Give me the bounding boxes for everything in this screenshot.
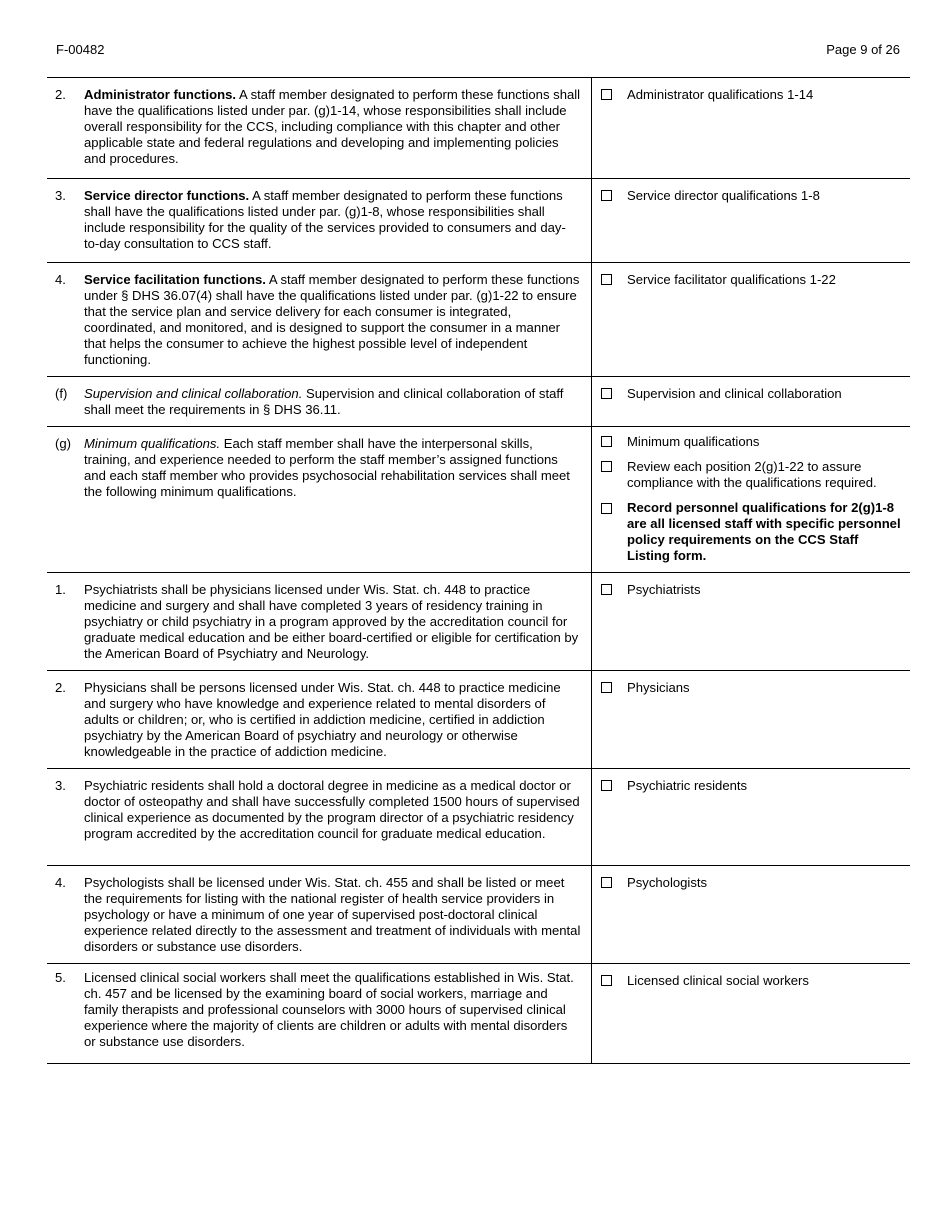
checkbox[interactable] xyxy=(601,584,612,595)
table-row xyxy=(47,179,910,263)
checkbox-label: Psychiatrists xyxy=(627,582,701,597)
checkbox[interactable] xyxy=(601,682,612,693)
table-row xyxy=(47,769,910,866)
checkbox[interactable] xyxy=(601,780,612,791)
checklist-cell xyxy=(592,427,911,573)
checkbox-label: Minimum qualifications xyxy=(627,434,760,449)
item-heading: Minimum qualifications. xyxy=(84,436,221,451)
table-row xyxy=(47,964,910,1064)
checklist-cell xyxy=(592,671,911,769)
checkbox-label: Service facilitator qualifications 1-22 xyxy=(627,272,836,287)
checkbox[interactable] xyxy=(601,461,612,472)
item-number: (f) xyxy=(55,386,68,401)
requirement-cell xyxy=(47,78,592,179)
checkbox[interactable] xyxy=(601,388,612,399)
requirement-cell xyxy=(47,964,592,1064)
item-heading: Administrator functions. xyxy=(84,87,237,102)
requirement-cell xyxy=(47,671,592,769)
page-header xyxy=(56,42,900,60)
checklist-cell xyxy=(592,573,911,671)
checkbox[interactable] xyxy=(601,975,612,986)
requirement-cell xyxy=(47,573,592,671)
item-text: Psychologists shall be licensed under Wis. Stat. ch. 455 and shall be listed or meet the requirements for listing with the national register of health service providers in psychology or have a minimum of one year of supervised post-doctoral clinical experience related directly to the assessment and treatment of individuals with mental disorders or substance use disorders. xyxy=(84,875,581,954)
checkbox-label: Physicians xyxy=(627,680,690,695)
item-number: 5. xyxy=(55,970,66,985)
requirements-table xyxy=(47,77,910,1064)
table-row xyxy=(47,78,910,179)
checkbox-label: Review each position 2(g)1-22 to assure compliance with the qualifications required. xyxy=(627,459,877,490)
item-text: Physicians shall be persons licensed under Wis. Stat. ch. 448 to practice medicine and surgery who have knowledge and experience related to mental disorders of adults or children; or, who is certified in addiction medicine, certified in addiction psychiatry by the American Board of psychiatry and neurology or otherwise knowledgeable in the practice of addiction medicine. xyxy=(84,680,561,759)
table-row xyxy=(47,377,910,427)
checkbox[interactable] xyxy=(601,190,612,201)
item-text: Psychiatrists shall be physicians licensed under Wis. Stat. ch. 448 to practice medicine and surgery and shall have completed 3 years of residency training in psychiatry or child psychiatry in a program approved by the accreditation council for graduate medical education and be either board-certified or eligible for certification by the American Board of Psychiatry and Neurology. xyxy=(84,582,579,661)
item-text: Supervision and clinical collaboration of staff shall meet the requirements in § DHS 36.11. xyxy=(84,386,564,417)
checkbox[interactable] xyxy=(601,89,612,100)
table-row xyxy=(47,671,910,769)
checkbox-label: Administrator qualifications 1-14 xyxy=(627,87,814,102)
item-number: 3. xyxy=(55,188,66,203)
item-heading: Service director functions. xyxy=(84,188,250,203)
requirement-cell xyxy=(47,263,592,377)
item-number: 1. xyxy=(55,582,66,597)
table-row xyxy=(47,263,910,377)
item-number: 4. xyxy=(55,875,66,890)
checkbox-label: Psychiatric residents xyxy=(627,778,748,793)
checklist-cell xyxy=(592,769,911,866)
checkbox-label: Licensed clinical social workers xyxy=(627,973,809,988)
table-row xyxy=(47,573,910,671)
form-number: F-00482 xyxy=(56,42,105,57)
item-text: A staff member designated to perform these functions shall have the qualifications listed under par. (g)1-8, whose responsibilities shall include responsibility for the quality of the services provided to consumers and day-to-day consultation to CCS staff. xyxy=(84,188,566,251)
checkbox[interactable] xyxy=(601,274,612,285)
checkbox-label: Supervision and clinical collaboration xyxy=(627,386,842,401)
checkbox-label: Psychologists xyxy=(627,875,708,890)
table-row xyxy=(47,866,910,964)
requirement-cell xyxy=(47,769,592,866)
requirement-cell xyxy=(47,427,592,573)
item-heading: Service facilitation functions. xyxy=(84,272,266,287)
checklist-cell xyxy=(592,179,911,263)
requirement-cell xyxy=(47,866,592,964)
table-row xyxy=(47,427,910,573)
item-text: A staff member designated to perform these functions shall have the qualifications listed under par. (g)1-14, whose responsibilities shall include overall responsibility for the CCS, including compliance with this chapter and other applicable state and federal regulations and developing and implementing policies and procedures. xyxy=(84,87,581,166)
checklist-cell xyxy=(592,263,911,377)
item-heading: Supervision and clinical collaboration. xyxy=(84,386,303,401)
checkbox[interactable] xyxy=(601,503,612,514)
requirement-cell xyxy=(47,377,592,427)
checklist-cell xyxy=(592,964,911,1064)
item-text: Each staff member shall have the interpersonal skills, training, and experience needed to perform the staff member’s assigned functions and each staff member who provides psychosocial rehabilitation services shall meet the following minimum qualifications. xyxy=(84,436,570,499)
item-number: 3. xyxy=(55,778,66,793)
checkbox-label: Record personnel qualifications for 2(g)1-8 are all licensed staff with specific personnel policy requirements on the CCS Staff Listing form. xyxy=(627,500,901,563)
checklist-cell xyxy=(592,377,911,427)
checklist-cell xyxy=(592,866,911,964)
item-text: Psychiatric residents shall hold a doctoral degree in medicine as a medical doctor or doctor of osteopathy and shall have successfully completed 1500 hours of supervised clinical experience as documented by the program director of a psychiatric residency program accredited by the accreditation council for graduate medical education. xyxy=(84,778,580,841)
checkbox[interactable] xyxy=(601,877,612,888)
item-number: 2. xyxy=(55,680,66,695)
item-number: (g) xyxy=(55,436,72,451)
checklist-cell xyxy=(592,78,911,179)
checkbox[interactable] xyxy=(601,436,612,447)
checkbox-label: Service director qualifications 1-8 xyxy=(627,188,820,203)
item-text: Licensed clinical social workers shall meet the qualifications established in Wis. Stat. ch. 457 and be licensed by the examining board of social workers, marriage and family therapists and professional counselors with 3000 hours of supervised clinical experience where the majority of clients are children or adults with mental disorders or substance use disorders. xyxy=(84,970,574,1049)
item-number: 4. xyxy=(55,272,66,287)
item-text: A staff member designated to perform these functions under § DHS 36.07(4) shall have the qualifications listed under par. (g)1-22 to ensure that the service plan and service delivery for each consumer is integrated, coordinated, and monitored, and is designed to support the consumer in a manner that helps the consumer to achieve the highest possible level of independent functioning. xyxy=(84,272,580,367)
requirement-cell xyxy=(47,179,592,263)
item-number: 2. xyxy=(55,87,66,102)
page-number: Page 9 of 26 xyxy=(826,42,900,57)
